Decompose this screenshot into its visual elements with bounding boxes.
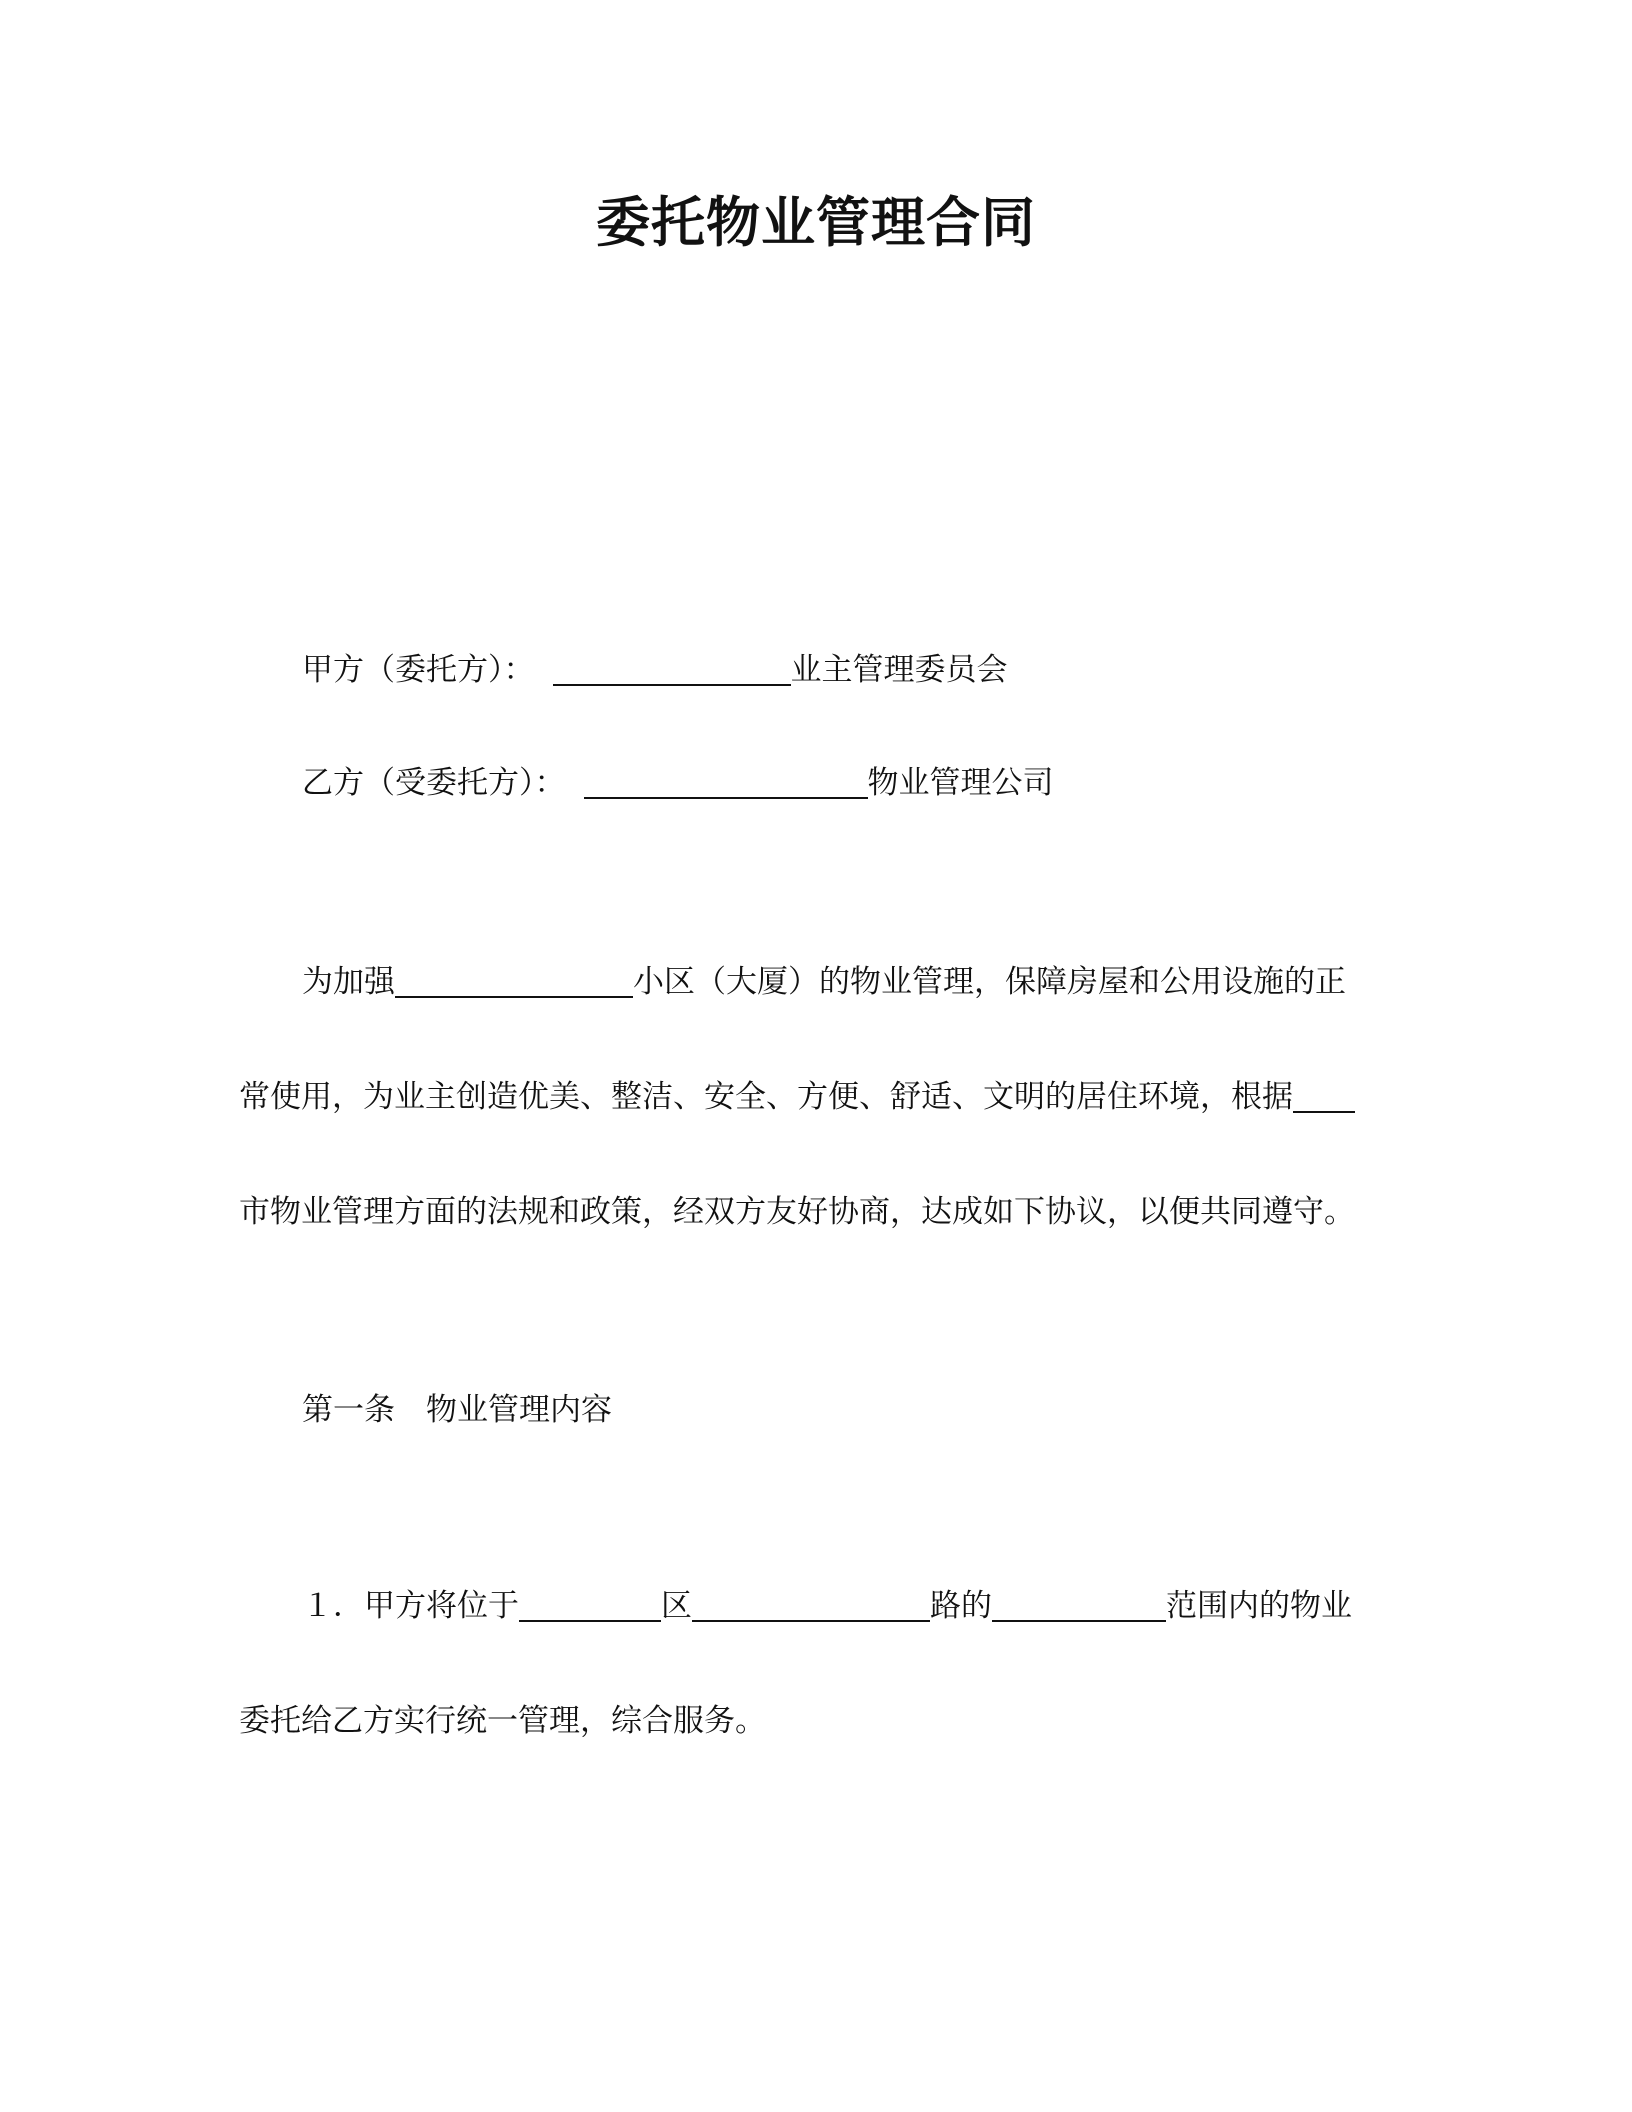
item1-road: 路的	[930, 1588, 992, 1624]
preamble-line-1	[302, 962, 1346, 1002]
party-b-line	[302, 763, 1054, 803]
party-b-prefix: 乙方（受委托方）：	[302, 765, 566, 801]
preamble-line-3	[239, 1192, 1355, 1232]
party-a-blank	[553, 652, 791, 686]
preamble-line-2	[239, 1077, 1355, 1117]
item1-scope: 范围内的物业	[1166, 1588, 1352, 1624]
district-blank	[519, 1588, 661, 1622]
preamble-line1-end: 小区（大厦）的物业管理，保障房屋和公用设施的正	[633, 964, 1346, 1000]
article-1-item-1-line-1	[302, 1586, 1352, 1626]
preamble-line3-text: 市物业管理方面的法规和政策，经双方友好协商，达成如下协议，以便共同遵守。	[239, 1194, 1355, 1230]
party-a-line	[302, 650, 1008, 690]
road-blank	[692, 1588, 930, 1622]
party-a-prefix: 甲方（委托方）：	[302, 652, 535, 688]
preamble-start: 为加强	[302, 964, 395, 1000]
preamble-line2-text: 常使用，为业主创造优美、整洁、安全、方便、舒适、文明的居住环境，根据	[239, 1079, 1293, 1115]
city-name-blank	[1293, 1079, 1355, 1113]
party-b-suffix: 物业管理公司	[867, 765, 1054, 801]
item1-line2-text: 委托给乙方实行统一管理，综合服务。	[239, 1703, 766, 1739]
item1-start: １．甲方将位于	[302, 1588, 519, 1624]
party-a-suffix: 业主管理委员会	[790, 652, 1008, 688]
item1-district: 区	[661, 1588, 692, 1624]
article-1-heading	[302, 1390, 612, 1430]
community-name-blank	[395, 964, 633, 998]
article-1-item-1-line-2	[239, 1701, 766, 1741]
article-1-heading-text: 第一条 物业管理内容	[302, 1392, 612, 1428]
scope-blank	[992, 1588, 1166, 1622]
party-b-blank	[584, 765, 868, 799]
document-title: 委托物业管理合同	[596, 191, 1036, 254]
